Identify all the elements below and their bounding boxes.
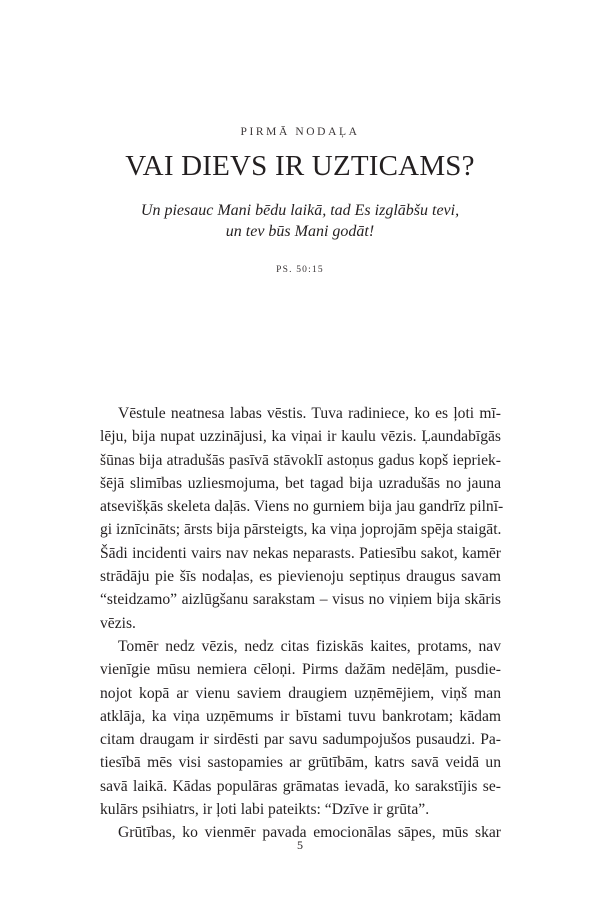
body-text <box>100 402 504 845</box>
paragraph-2 <box>100 635 501 821</box>
text-line: atklāja, ka viņa uzņēmums ir bīstami tuvu bankrotam; kādam <box>100 707 501 725</box>
text-line: Tomēr nedz vēzis, nedz citas fiziskās kaites, protams, nav <box>118 637 501 655</box>
epigraph <box>0 200 600 242</box>
text-line: šūnas bija atradušās pasīvā stāvoklī astoņus gadus kopš iepriek- <box>100 451 501 469</box>
epigraph-reference: PS. 50:15 <box>276 265 324 275</box>
text-line: strādāju pie šīs nodaļas, es pievienoju septiņus draugus savam <box>100 568 501 586</box>
text-line: citam draugam ir sirdēsti par savu sadumpojušos pusaudzi. Pa- <box>100 731 501 749</box>
epigraph-line-2: un tev būs Mani godāt! <box>225 223 375 240</box>
text-line: lēju, bija nupat uzzinājusi, ka viņai ir kaulu vēzis. Ļaundabīgās <box>100 428 501 446</box>
text-line: “steidzamo” aizlūgšanu sarakstam – visus no viņiem bija skāris <box>100 591 501 609</box>
text-line: Šādi incidenti vairs nav nekas neparasts. Patiesību sakot, kamēr <box>100 544 501 562</box>
chapter-title: VAI DIEVS IR UZTICAMS? <box>125 150 475 182</box>
text-line: savā laikā. Kādas populāras grāmatas ievadā, ko sarakstījis se- <box>100 777 501 795</box>
text-line: nojot kopā ar vienu saviem draugiem uzņēmējiem, viņš man <box>100 684 501 702</box>
text-line: Grūtības, ko vienmēr pavada emocionālas sāpes, mūs skar <box>118 824 501 842</box>
text-line: Vēstule neatnesa labas vēstis. Tuva radiniece, ko es ļoti mī- <box>118 405 501 422</box>
text-line: tiesībā mēs visi sastopamies ar grūtībām, katrs savā veidā un <box>100 754 501 772</box>
page-number: 5 <box>297 838 303 852</box>
paragraph-1 <box>100 402 504 635</box>
text-line: atsevišķās skeleta daļās. Viens no gurniem bija jau gandrīz pilnī- <box>100 498 504 516</box>
text-line: vienīgie mūsu nemiera cēloņi. Pirms dažām nedēļām, pusdie- <box>100 661 501 679</box>
chapter-label: PIRMĀ NODAĻA <box>240 126 360 138</box>
text-line: vēzis. <box>100 614 136 632</box>
text-line: gi iznīcināts; ārsts bija pārsteigts, ka viņa joprojām spēja staigāt. <box>100 521 502 539</box>
text-line: kulārs psihiatrs, ir ļoti labi pateikts: “Dzīve ir grūta”. <box>100 801 430 819</box>
epigraph-line-1: Un piesauc Mani bēdu laikā, tad Es izglābšu tevi, <box>140 202 460 219</box>
text-line: šējā slimības uzliesmojuma, bet tagad bija uzradušās no jauna <box>100 474 501 492</box>
